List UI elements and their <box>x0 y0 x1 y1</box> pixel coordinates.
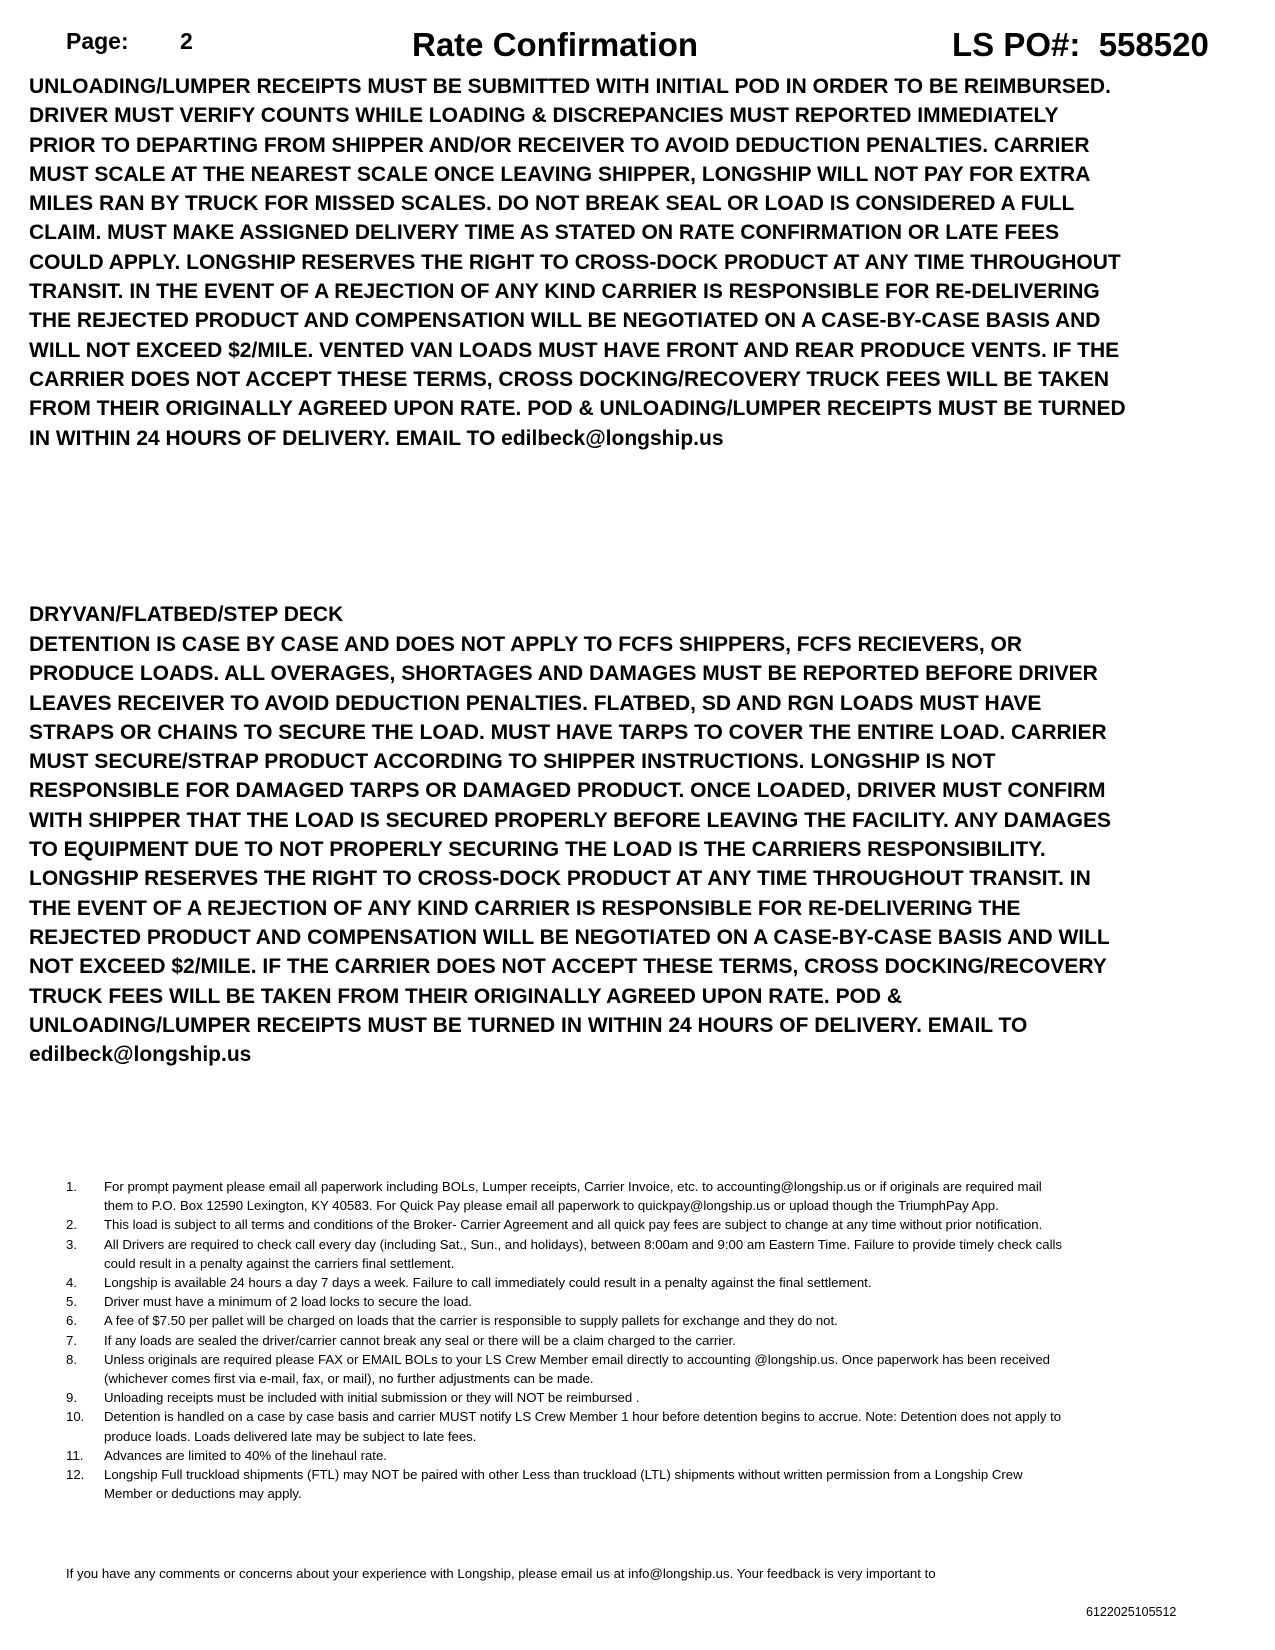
list-item <box>66 1273 1066 1292</box>
dryvan-terms-paragraph: DETENTION IS CASE BY CASE AND DOES NOT APPLY TO FCFS SHIPPERS, FCFS RECIEVERS, OR PRODUCE LOADS. ALL OVERAGES, SHORTAGES AND DAMAGES MUST BE REPORTED BEFORE DRIVER LEAVES RECEIVER TO AVOID DEDUCTION PENALTIES. FLATBED, SD AND RGN LOADS MUST HAVE STRAPS OR CHAINS TO SECURE THE LOAD. MUST HAVE TARPS TO COVER THE ENTIRE LOAD. CARRIER MUST SECURE/STRAP PRODUCT ACCORDING TO SHIPPER INSTRUCTIONS. LONGSHIP IS NOT RESPONSIBLE FOR DAMAGED TARPS OR DAMAGED PRODUCT. ONCE LOADED, DRIVER MUST CONFIRM WITH SHIPPER THAT THE LOAD IS SECURED PROPERLY BEFORE LEAVING THE FACILITY. ANY DAMAGES TO EQUIPMENT DUE TO NOT PROPERLY SECURING THE LOAD IS THE CARRIERS RESPONSIBILITY. LONGSHIP RESERVES THE RIGHT TO CROSS-DOCK PRODUCT AT ANY TIME THROUGHOUT TRANSIT. IN THE EVENT OF A REJECTION OF ANY KIND CARRIER IS RESPONSIBLE FOR RE-DELIVERING THE REJECTED PRODUCT AND COMPENSATION WILL BE NEGOTIATED ON A CASE-BY-CASE BASIS AND WILL NOT EXCEED $2/MILE. IF THE CARRIER DOES NOT ACCEPT THESE TERMS, CROSS DOCKING/RECOVERY TRUCK FEES WILL BE TAKEN FROM THEIR ORIGINALLY AGREED UPON RATE. POD & UNLOADING/LUMPER RECEIPTS MUST BE TURNED IN WITHIN 24 HOURS OF DELIVERY. EMAIL TO edilbeck@longship.us <box>29 633 1111 1067</box>
document-title: Rate Confirmation <box>412 26 699 63</box>
list-item <box>66 1446 1066 1465</box>
list-text: Unless originals are required please FAX or EMAIL BOLs to your LS Crew Member email directly to accounting @longship.us. Once paperwork has been received (whichever comes first via e-mail, fax, or mail), no further adjustments can be made. <box>104 1351 1051 1387</box>
list-text: All Drivers are required to check call every day (including Sat., Sun., and holidays), between 8:00am and 9:00 am Eastern Time. Failure to provide timely check calls could result in a penalty against the carriers final settlement. <box>104 1236 1063 1271</box>
list-text: Driver must have a minimum of 2 load locks to secure the load. <box>104 1294 472 1310</box>
list-number: 10. <box>66 1409 85 1425</box>
list-item <box>66 1292 1066 1311</box>
dryvan-terms-heading: DRYVAN/FLATBED/STEP DECK <box>29 603 344 626</box>
list-text: Detention is handled on a case by case basis and carrier MUST notify LS Crew Member 1 hour before detention begins to accrue. Note: Detention does not apply to produce loads. Loads delivered late may be subject to late fees. <box>104 1409 1062 1444</box>
list-number: 3. <box>66 1236 77 1252</box>
reefer-terms-paragraph: UNLOADING/LUMPER RECEIPTS MUST BE SUBMITTED WITH INITIAL POD IN ORDER TO BE REIMBURSED. DRIVER MUST VERIFY COUNTS WHILE LOADING & DISCREPANCIES MUST REPORTED IMMEDIATELY PRIOR TO DEPARTING FROM SHIPPER AND/OR RECEIVER TO AVOID DEDUCTION PENALTIES. CARRIER MUST SCALE AT THE NEAREST SCALE ONCE LEAVING SHIPPER, LONGSHIP WILL NOT PAY FOR EXTRA MILES RAN BY TRUCK FOR MISSED SCALES. DO NOT BREAK SEAL OR LOAD IS CONSIDERED A FULL CLAIM. MUST MAKE ASSIGNED DELIVERY TIME AS STATED ON RATE CONFIRMATION OR LATE FEES COULD APPLY. LONGSHIP RESERVES THE RIGHT TO CROSS-DOCK PRODUCT AT ANY TIME THROUGHOUT TRANSIT. IN THE EVENT OF A REJECTION OF ANY KIND CARRIER IS RESPONSIBLE FOR RE-DELIVERING THE REJECTED PRODUCT AND COMPENSATION WILL BE NEGOTIATED ON A CASE-BY-CASE BASIS AND WILL NOT EXCEED $2/MILE. VENTED VAN LOADS MUST HAVE FRONT AND REAR PRODUCE VENTS. IF THE CARRIER DOES NOT ACCEPT THESE TERMS, CROSS DOCKING/RECOVERY TRUCK FEES WILL BE TAKEN FROM THEIR ORIGINALLY AGREED UPON RATE. POD & UNLOADING/LUMPER RECEIPTS MUST BE TURNED IN WITHIN 24 HOURS OF DELIVERY. EMAIL TO edilbeck@longship.us <box>29 75 1126 450</box>
list-text: For prompt payment please email all paperwork including BOLs, Lumper receipts, Carrier Invoice, etc. to accounting@longship.us or if originals are required mail them to P.O. Box 12590 Lexington, KY 40583. For Quick Pay please email all paperwork to quickpay@longship.us or upload though the TriumphPay App. <box>104 1179 1042 1214</box>
list-text: Longship is available 24 hours a day 7 days a week. Failure to call immediately could result in a penalty against the final settlement. <box>104 1275 872 1291</box>
list-number: 9. <box>66 1390 77 1406</box>
list-item <box>66 1215 1066 1234</box>
feedback-note: If you have any comments or concerns about your experience with Longship, please email us at info@longship.us. Your feedback is very important to <box>66 1566 936 1581</box>
list-item <box>66 1331 1066 1350</box>
list-text: Advances are limited to 40% of the linehaul rate. <box>104 1447 387 1463</box>
list-item <box>66 1177 1066 1215</box>
payment-notes-list <box>66 1177 1066 1503</box>
list-number: 8. <box>66 1351 77 1367</box>
document-id: 6122025105512 <box>1086 1605 1177 1619</box>
list-item <box>66 1388 1066 1407</box>
list-number: 5. <box>66 1294 77 1310</box>
page-number: 2 <box>180 28 193 54</box>
list-item <box>66 1235 1066 1273</box>
list-text: If any loads are sealed the driver/carrier cannot break any seal or there will be a claim charged to the carrier. <box>104 1332 736 1348</box>
list-number: 11. <box>66 1447 84 1463</box>
list-number: 7. <box>66 1332 77 1348</box>
list-number: 1. <box>66 1179 77 1194</box>
list-text: This load is subject to all terms and conditions of the Broker- Carrier Agreement and all quick pay fees are subject to change at any time without prior notification. <box>104 1217 1043 1233</box>
list-text: Unloading receipts must be included with initial submission or they will NOT be reimbursed . <box>104 1390 640 1406</box>
list-text: Longship Full truckload shipments (FTL) may NOT be paired with other Less than truckload (LTL) shipments without written permission from a Longship Crew Member or deductions may apply. <box>104 1467 1023 1502</box>
list-item <box>66 1465 1066 1503</box>
list-number: 4. <box>66 1275 77 1291</box>
list-number: 2. <box>66 1217 77 1233</box>
page-label: Page: <box>66 28 129 54</box>
list-item <box>66 1311 1066 1330</box>
list-text: A fee of $7.50 per pallet will be charged on loads that the carrier is responsible to supply pallets for exchange and they do not. <box>104 1313 838 1329</box>
list-number: 6. <box>66 1313 77 1329</box>
list-number: 12. <box>66 1467 85 1483</box>
list-item <box>66 1350 1066 1388</box>
list-item <box>66 1407 1066 1445</box>
po-number: LS PO#: 558520 <box>952 26 1209 63</box>
